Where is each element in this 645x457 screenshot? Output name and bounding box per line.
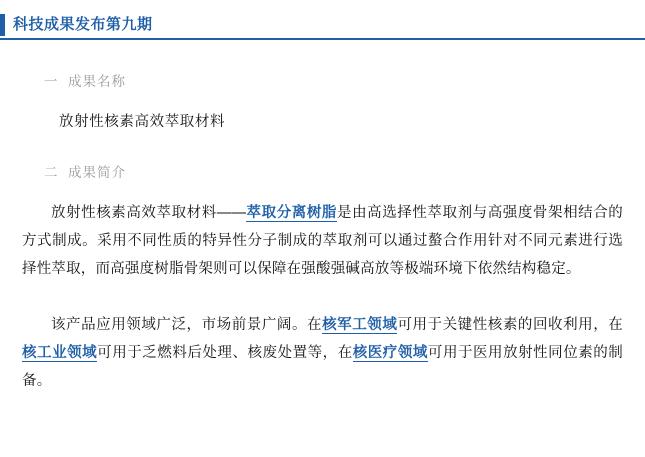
document-header [0, 10, 645, 40]
document-content [0, 70, 645, 395]
header-underline [0, 38, 645, 40]
paragraph-applications-text-1: 该产品应用领域广泛，市场前景广阔。在 [51, 317, 323, 333]
highlight-extraction-resin: 萃取分离树脂 [246, 205, 337, 221]
document-page [0, 10, 645, 457]
section-label-1: 成果名称 [68, 74, 126, 89]
page-title: 科技成果发布第九期 [13, 16, 153, 33]
paragraph-applications-text-2: 可用于关键性核素的回收利用，在 [397, 317, 624, 333]
section-number-1: 一 [44, 74, 58, 89]
highlight-nuclear-industry: 核工业领域 [22, 345, 98, 361]
paragraph-applications [22, 311, 623, 395]
result-name-value: 放射性核素高效萃取材料 [59, 114, 226, 130]
section-heading-2 [22, 161, 623, 181]
paragraph-intro [22, 199, 623, 283]
section-number-2: 二 [44, 165, 58, 180]
paragraph-intro-text-2: 是由高选择性萃取剂与高强度骨架相结合的方式制成。采用不同性质的特异性分子制成的萃取剂可以通过螯合作用针对不同元素进行选择性萃取，而高强度树脂骨架则可以保障在强酸强碱高放等极端环境下依然结构稳定。 [22, 205, 623, 277]
section-heading-1 [22, 70, 623, 90]
paragraph-applications-text-4: 可用于医用放射性同位素的制备。 [22, 345, 624, 389]
paragraph-intro-text-1: 放射性核素高效萃取材料—— [51, 205, 247, 221]
highlight-nuclear-military: 核军工领域 [322, 317, 398, 333]
paragraph-applications-text-3: 可用于乏燃料后处理、核废处置等，在 [97, 345, 353, 361]
highlight-nuclear-medical: 核医疗领域 [352, 345, 428, 361]
section-label-2: 成果简介 [68, 165, 126, 180]
